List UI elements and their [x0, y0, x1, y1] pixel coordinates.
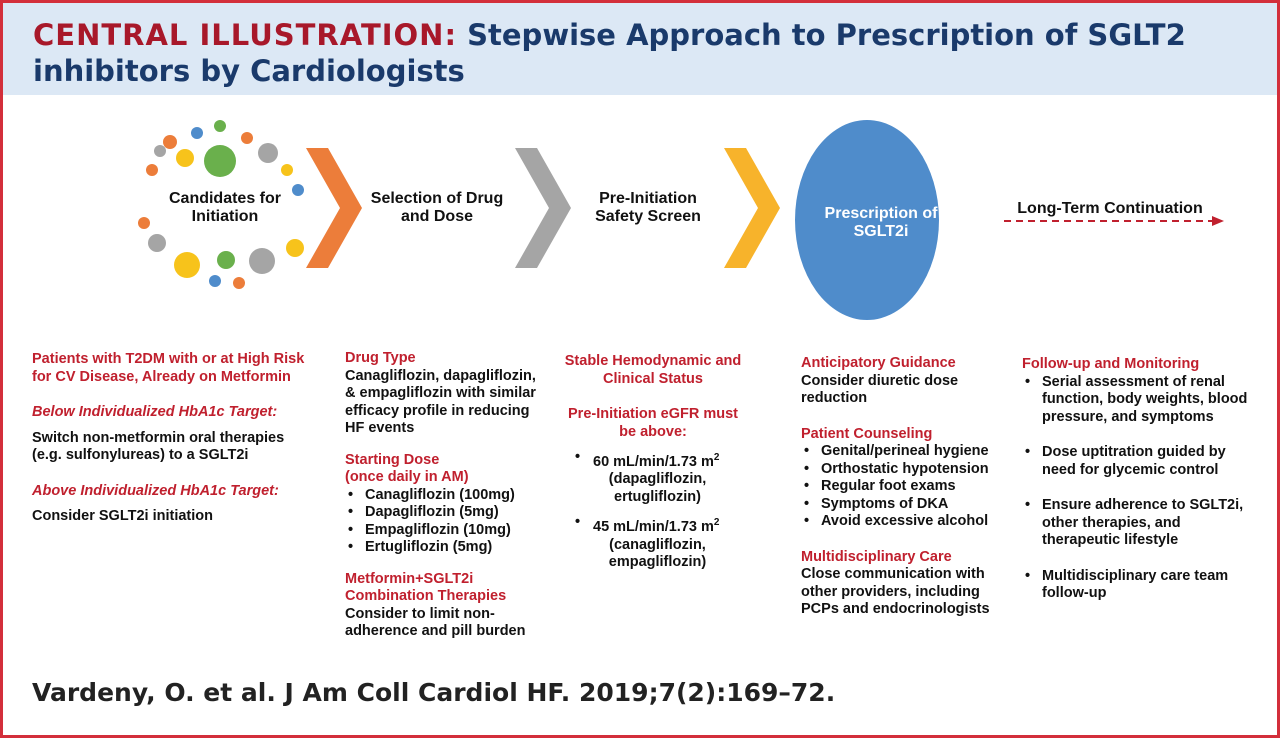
title-lead: CENTRAL ILLUSTRATION: [33, 18, 458, 52]
chevron-yellow-icon [724, 148, 780, 268]
combination-heading: Metformin+SGLT2i [345, 570, 474, 587]
followup-item: • Dose uptitration guided by need for glycemic control [1022, 444, 1257, 479]
safety-column [558, 353, 748, 572]
starting-dose-heading: Starting Dose [345, 451, 440, 468]
stage-safety-label: Pre-Initiation Safety Screen [595, 190, 701, 225]
care-heading: Multidisciplinary Care [801, 548, 952, 565]
counseling-heading: Patient Counseling [801, 425, 933, 442]
below-target-text: Switch non-metformin oral therapies (e.g. sulfonylureas) to a SGLT2i [32, 429, 285, 463]
candidates-column [32, 351, 317, 526]
starting-dose-subheading: (once daily in AM) [345, 469, 469, 485]
followup-heading: Follow-up and Monitoring [1022, 356, 1200, 372]
counseling-item: • Symptoms of DKA [801, 496, 1001, 514]
dose-item: • Empagliflozin (10mg) [345, 522, 545, 540]
care-text: Close communication with other providers, including PCPs and endocrinologists [801, 566, 990, 617]
stage-candidates-label: Candidates for Initiation [168, 190, 281, 225]
guidance-heading: Anticipatory Guidance [801, 355, 956, 371]
chevron-orange-icon [306, 148, 362, 268]
drug-type-text: Canagliflozin, dapagliflozin, & empagliflozin with similar efficacy profile in reducing HF events [345, 367, 536, 436]
counseling-list [801, 443, 1001, 531]
counseling-item: • Genital/perineal hygiene [801, 443, 1001, 461]
above-target-text: Consider SGLT2i initiation [32, 508, 213, 524]
dose-item: • Dapagliflozin (5mg) [345, 504, 545, 522]
dose-item: • Ertugliflozin (5mg) [345, 539, 545, 557]
stage-selection-label: Selection of Drug and Dose [370, 190, 504, 225]
guidance-text: Consider diuretic dose reduction [801, 372, 959, 406]
below-target-heading: Below Individualized HbA1c Target: [32, 404, 278, 420]
chevron-gray-icon [515, 148, 571, 268]
egfr-item [572, 514, 748, 571]
citation: Vardeny, O. et al. J Am Coll Cardiol HF. 2019;7(2):169–72. [32, 678, 836, 707]
followup-item: • Multidisciplinary care team follow-up [1022, 568, 1257, 603]
dose-item: • Canagliflozin (100mg) [345, 487, 545, 505]
stage-continuation-label: Long-Term Continuation [1017, 200, 1203, 217]
followup-item: • Ensure adherence to SGLT2i, other therapies, and therapeutic lifestyle [1022, 497, 1257, 550]
above-target-heading: Above Individualized HbA1c Target: [32, 482, 279, 499]
dose-list [345, 487, 545, 557]
egfr-drugs: (canagliflozin, empagliflozin) [608, 536, 707, 571]
drug-type-heading: Drug Type [345, 350, 416, 366]
egfr-heading: Pre-Initiation eGFR must be above: [568, 406, 738, 440]
counseling-item: • Avoid excessive alcohol [801, 513, 1001, 531]
combination-subheading: Combination Therapies [345, 588, 507, 604]
egfr-value: 45 mL/min/1.73 m [593, 519, 714, 536]
selection-column [345, 350, 545, 641]
egfr-superscript: 2 [713, 517, 720, 529]
col3-heading: Stable Hemodynamic and Clinical Status [564, 353, 742, 387]
title-rest: Stepwise Approach to Prescription of SGLT2 inhibitors by Cardiologists [33, 18, 1186, 88]
counseling-item: • Orthostatic hypotension [801, 461, 1001, 479]
prescription-column [801, 355, 1001, 619]
egfr-value: 60 mL/min/1.73 m [593, 453, 714, 470]
egfr-drugs: (dapagliflozin, ertugliflozin) [608, 471, 707, 505]
followup-item: • Serial assessment of renal function, body weights, blood pressure, and symptoms [1022, 374, 1257, 427]
egfr-item [572, 449, 748, 506]
egfr-superscript: 2 [713, 452, 720, 463]
stage-prescription-label: Prescription of SGLT2i [824, 205, 938, 240]
col1-heading: Patients with T2DM with or at High Risk for CV Disease, Already on Metformin [32, 351, 305, 385]
combination-text: Consider to limit non-adherence and pill burden [345, 605, 526, 639]
continuation-column [1022, 356, 1257, 603]
followup-list [1022, 374, 1257, 603]
egfr-list [572, 449, 748, 572]
counseling-item: • Regular foot exams [801, 478, 1001, 496]
